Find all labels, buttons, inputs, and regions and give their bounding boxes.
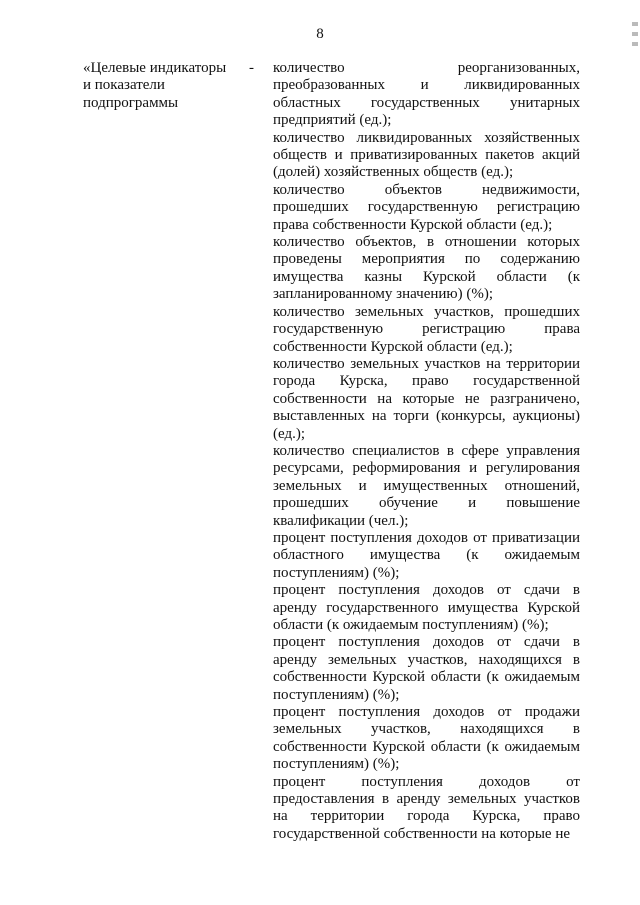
indicator-item: процент поступления доходов от предоставления в аренду земельных участков на территории города Курска, право государственной собственности на которые не <box>273 773 580 842</box>
indicator-item: количество ликвидированных хозяйственных обществ и приватизированных пакетов акций (долей) хозяйственных обществ (ед.); <box>273 129 580 181</box>
indicator-item: количество объектов недвижимости, прошедших государственную регистрацию права собственности Курской области (ед.); <box>273 181 580 233</box>
section-label-line-2: и показатели <box>83 77 165 94</box>
indicator-item: процент поступления доходов от продажи земельных участков, находящихся в собственности Курской области (к ожидаемым поступлениям) (%); <box>273 704 580 773</box>
page-number: 8 <box>316 26 324 42</box>
scan-edge-mark <box>632 22 638 52</box>
indicator-item: процент поступления доходов от приватизации областного имущества (к ожидаемым поступлениям) (%); <box>273 529 580 581</box>
section-label <box>83 60 263 112</box>
indicator-list <box>273 60 580 843</box>
section-label-line-3: подпрограммы <box>83 94 179 111</box>
section-label-line-1: «Целевые индикаторы <box>83 60 227 76</box>
indicator-item: количество земельных участков, прошедших государственную регистрацию права собственности Курской области (ед.); <box>273 303 580 355</box>
indicator-item: количество реорганизованных, преобразованных и ликвидированных областных государственных унитарных предприятий (ед.); <box>273 60 580 129</box>
indicator-item: количество объектов, в отношении которых проведены мероприятия по содержанию имущества казны Курской области (к запланированному значению) (%); <box>273 234 580 303</box>
label-dash: - <box>249 60 254 76</box>
indicator-item: процент поступления доходов от сдачи в аренду земельных участков, находящихся в собственности Курской области (к ожидаемым поступлениям) (%); <box>273 634 580 703</box>
indicator-item: количество специалистов в сфере управления ресурсами, реформирования и регулирования земельных и имущественных отношений, прошедших обучение и повышение квалификации (чел.); <box>273 442 580 529</box>
indicator-item: количество земельных участков на территории города Курска, право государственной собственности на которые не разграничено, выставленных на торги (конкурсы, аукционы) (ед.); <box>273 355 580 442</box>
indicator-item: процент поступления доходов от сдачи в аренду государственного имущества Курской области (к ожидаемым поступлениям) (%); <box>273 582 580 633</box>
